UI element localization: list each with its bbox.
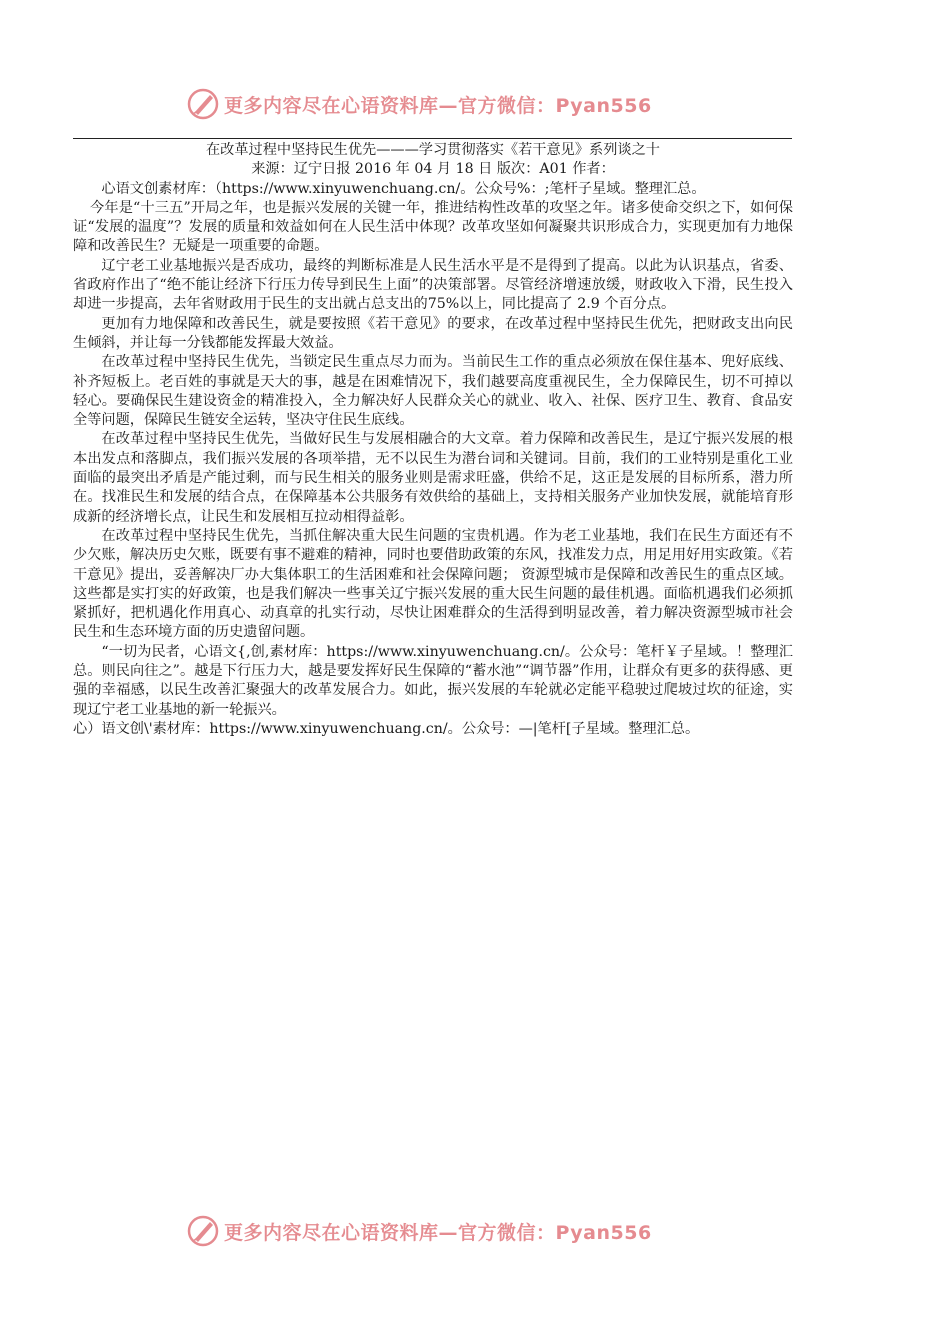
paragraph: 在改革过程中坚持民生优先，当抓住解决重大民生问题的宝贵机遇。作为老工业基地，我们在民生方面还有不少欠账，解决历史欠账，既要有事不避难的精神，同时也要借助政策的东风，找准发力点，用足用好用实政策。《若干意见》提出，妥善解决厂办大集体职工的生活困难和社会保障问题； 资源型城市是保障和改善民生的重点区域。这些都是实打实的好政策，也是我们解决一些事关辽宁振兴发展的重大民生问题的最佳机遇。面临机遇我们必须抓紧抓好，把机遇化作用真心、动真章的扎实行动，尽快让困难群众的生活得到明显改善，着力解决资源型城市社会民生和生态环境方面的历史遗留问题。 [73,527,793,641]
article-title: 在改革过程中坚持民生优先———学习贯彻落实《若干意见》系列谈之十 [205,142,660,158]
watermark-banner-bottom [186,1211,786,1251]
pen-logo-icon [186,87,220,121]
article-body [73,141,793,739]
header-divider [73,138,792,139]
pen-logo-icon [186,1214,220,1248]
watermark-text: 更多内容尽在心语资料库—官方微信：Pyan556 [224,1221,652,1244]
article-meta: 来源：辽宁日报 2016 年 04 月 18 日 版次：A01 作者： [251,161,615,178]
paragraph: 在改革过程中坚持民生优先，当做好民生与发展相融合的大文章。着力保障和改善民生，是辽宁振兴发展的根本出发点和落脚点，我们振兴发展的各项举措，无不以民生为潜台词和关键词。目前，我们的工业特别是重化工业面临的最突出矛盾是产能过剩，而与民生相关的服务业则是需求旺盛，供给不足，这正是发展的目标所系，潜力所在。找准民生和发展的结合点，在保障基本公共服务有效供给的基础上，支持相关服务产业加快发展，就能培育形成新的经济增长点，让民生和发展相互拉动相得益彰。 [73,431,793,525]
paragraph: 在改革过程中坚持民生优先，当锁定民生重点尽力而为。当前民生工作的重点必须放在保住基本、兜好底线、补齐短板上。老百姓的事就是天大的事，越是在困难情况下，我们越要高度重视民生，全力保障民生，切不可掉以轻心。要确保民生建设资金的精准投入，全力解决好人民群众关心的就业、收入、社保、医疗卫生、教育、食品安全等问题，保障民生链安全运转，坚决守住民生底线。 [73,354,793,429]
source-note: 心语文创素材库：（https://www.xinyuwenchuang.cn/。公众号%：;笔杆子星域。整理汇总。 [101,180,706,197]
paragraph: 更加有力地保障和改善民生，就是要按照《若干意见》的要求，在改革过程中坚持民生优先，把财政支出向民生倾斜，并让每一分钱都能发挥最大效益。 [73,315,793,351]
paragraph: 心）语文创\'素材库：https://www.xinyuwenchuang.cn/。公众号：—|笔杆[子星域。整理汇总。 [73,720,700,737]
watermark-banner-top [186,84,786,124]
paragraph: “一切为民者，心语文{,创,素材库：https://www.xinyuwenchuang.cn/。公众号：笔杆￥子星域。！整理汇总。则民向往之”。越是下行压力大，越是要发挥好民生保障的“蓄水池”“调节器”作用，让群众有更多的获得感、更强的幸福感，以民生改善汇聚强大的改革发展合力。如此，振兴发展的车轮就必定能平稳驶过爬坡过坎的征途，实现辽宁老工业基地的新一轮振兴。 [73,643,793,718]
paragraph: 辽宁老工业基地振兴是否成功，最终的判断标准是人民生活水平是不是得到了提高。以此为认识基点，省委、省政府作出了“绝不能让经济下行压力传导到民生上面”的决策部署。尽管经济增速放缓，财政收入下滑，民生投入却进一步提高，去年省财政用于民生的支出就占总支出的75%以上，同比提高了 2.9 个百分点。 [73,257,793,313]
watermark-text: 更多内容尽在心语资料库—官方微信：Pyan556 [224,94,652,117]
paragraph: 今年是“十三五”开局之年，也是振兴发展的关键一年，推进结构性改革的攻坚之年。诸多使命交织之下，如何保证“发展的温度”？发展的质量和效益如何在人民生活中体现？改革攻坚如何凝聚共识形成合力，实现更加有力地保障和改善民生？无疑是一项重要的命题。 [73,199,793,255]
